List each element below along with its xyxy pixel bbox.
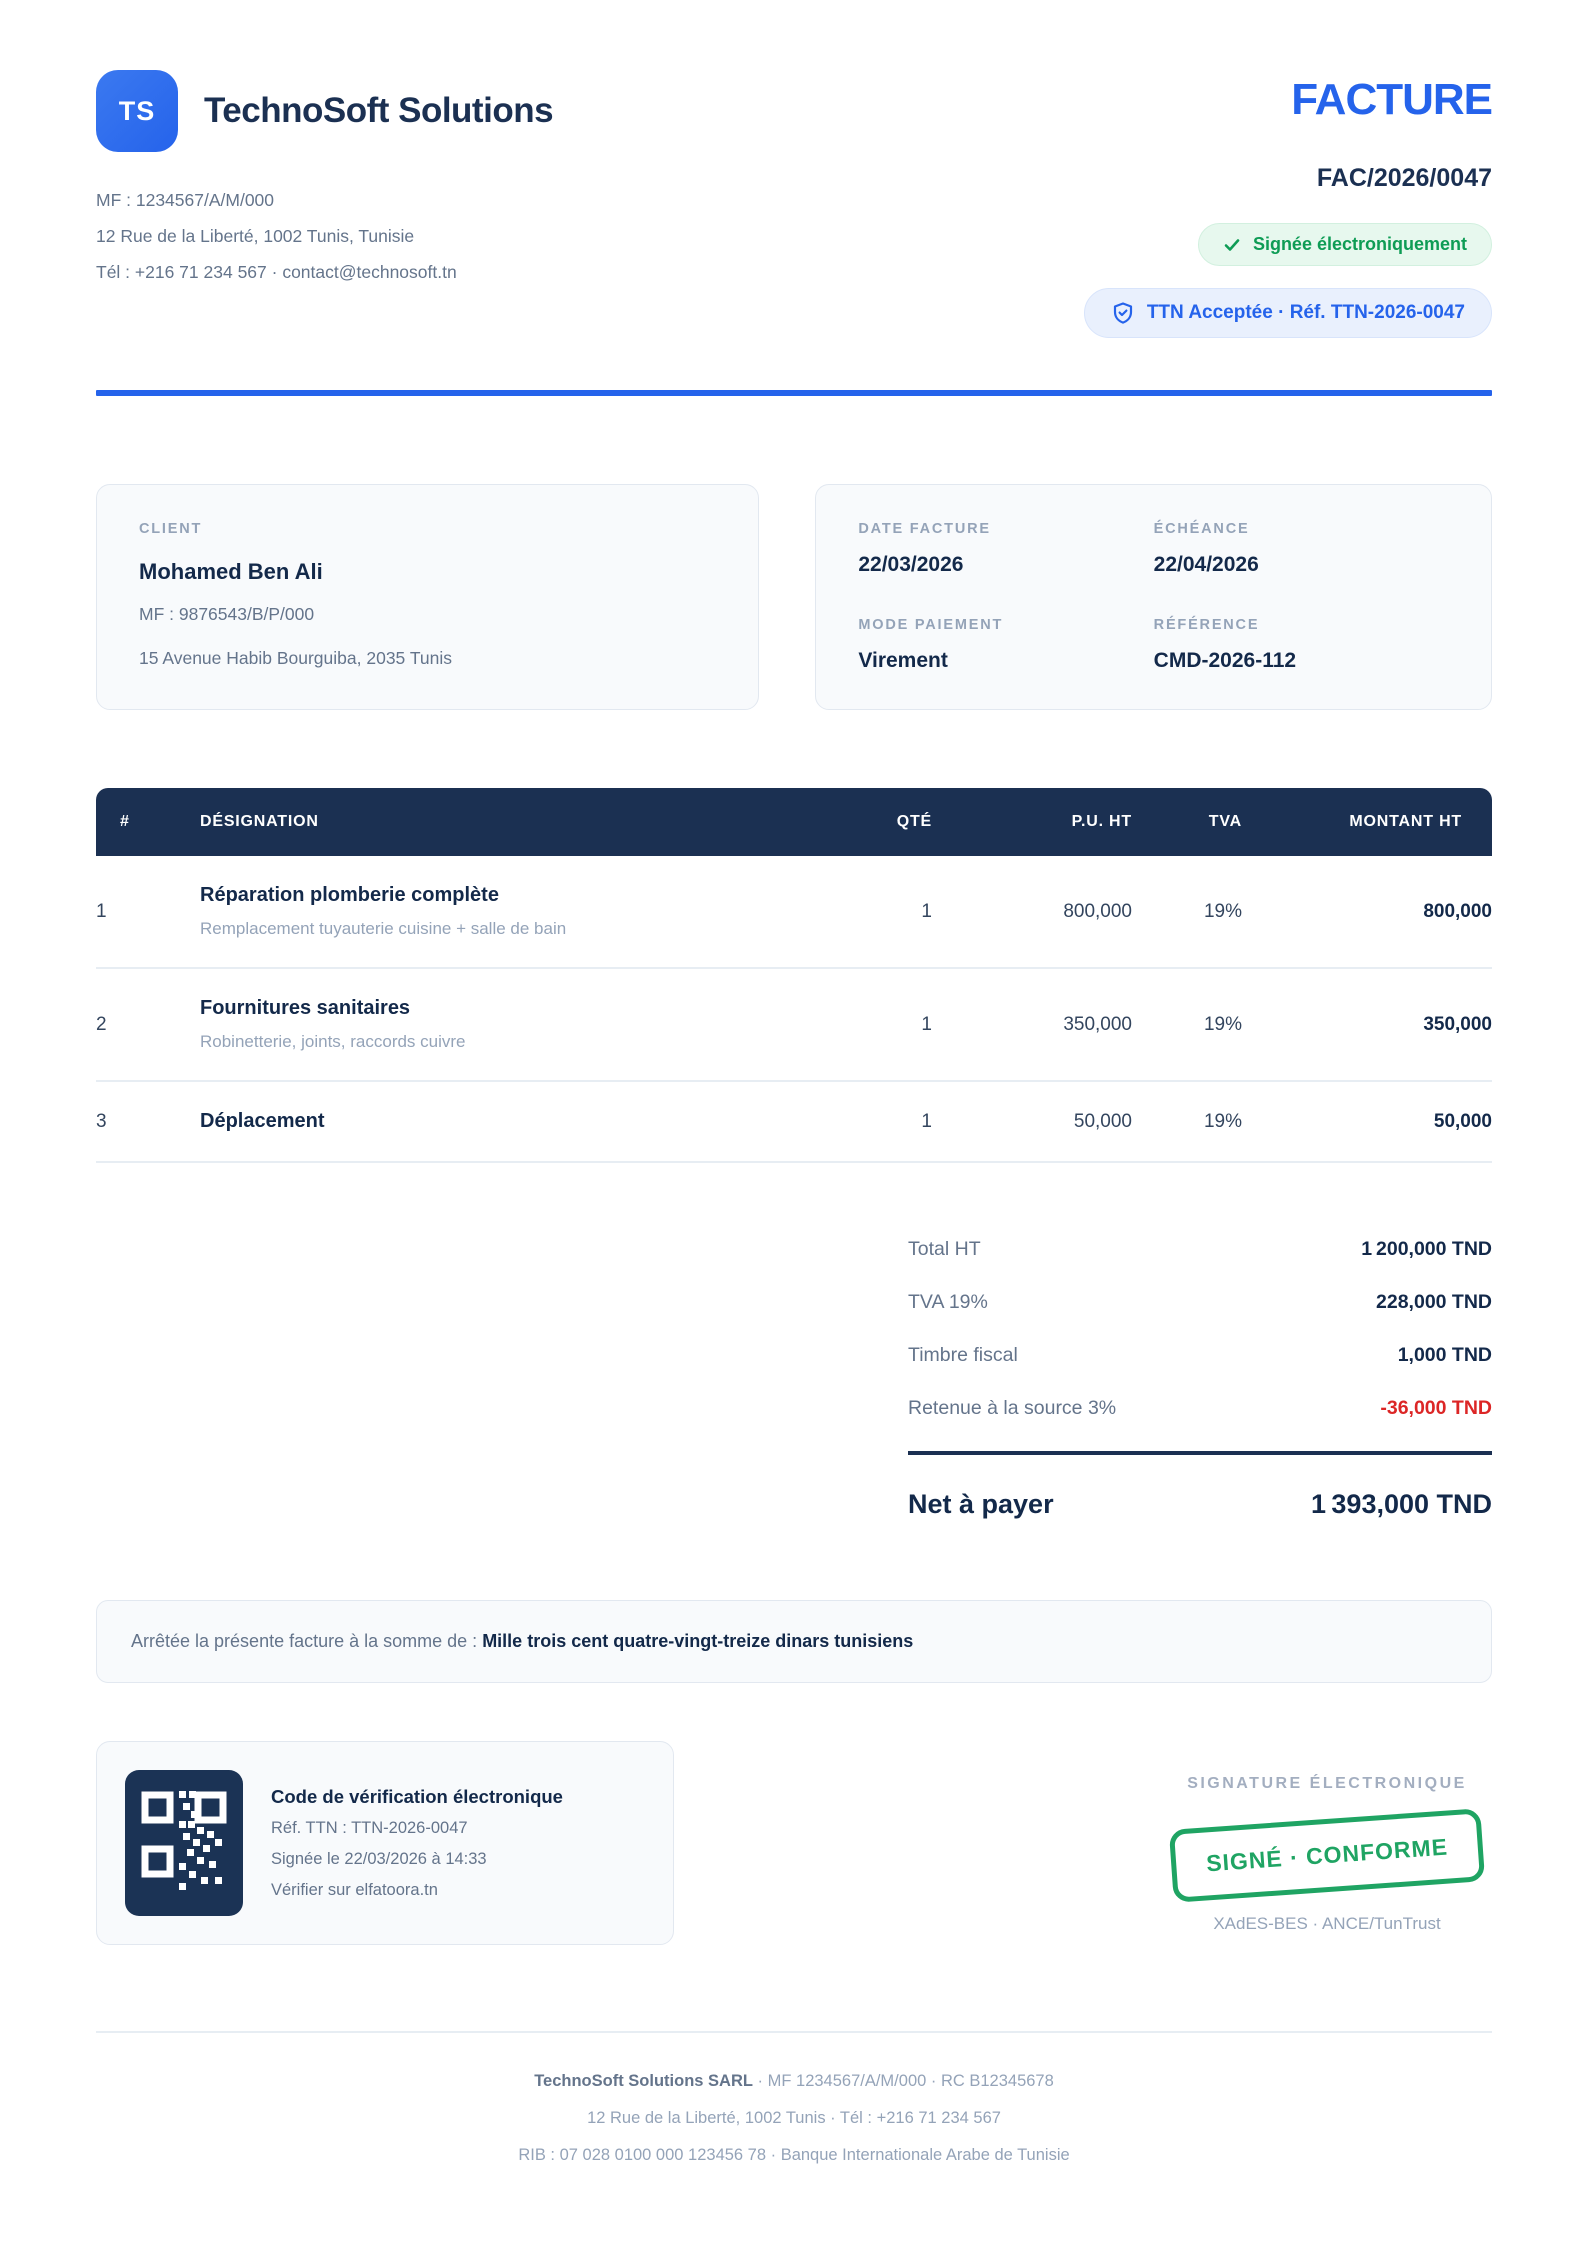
header-amount: MONTANT HT xyxy=(1242,788,1492,856)
row-pu: 50,000 xyxy=(932,1081,1132,1162)
row-num: 3 xyxy=(96,1081,200,1162)
signed-badge xyxy=(1198,223,1492,266)
invoice-title-block xyxy=(1084,70,1492,338)
net-row xyxy=(908,1455,1492,1520)
header-tva: TVA xyxy=(1132,788,1242,856)
footer-line-2: 12 Rue de la Liberté, 1002 Tunis · Tél : +216 71 234 567 xyxy=(587,2109,1001,2127)
company-mf: MF : 1234567/A/M/000 xyxy=(96,190,275,210)
row-designation xyxy=(200,968,842,1081)
meta-reference xyxy=(1154,617,1449,673)
company-contact: Tél : +216 71 234 567 · contact@technosoft.tn xyxy=(96,262,457,282)
meta-card xyxy=(815,484,1492,710)
company-name: TechnoSoft Solutions xyxy=(204,91,554,130)
item-title: Réparation plomberie complète xyxy=(200,884,499,906)
verification-text xyxy=(271,1786,563,1901)
totals-block xyxy=(908,1223,1492,1520)
meta-due-value: 22/04/2026 xyxy=(1153,553,1259,576)
totals-value: 1 200,000 TND xyxy=(1361,1238,1492,1260)
client-name: Mohamed Ben Ali xyxy=(139,559,323,584)
item-desc: Remplacement tuyauterie cuisine + salle de bain xyxy=(200,919,567,938)
row-tva: 19% xyxy=(1132,1081,1242,1162)
row-pu: 350,000 xyxy=(932,968,1132,1081)
items-table xyxy=(96,788,1492,1163)
net-value: 1 393,000 TND xyxy=(1310,1489,1492,1519)
row-num: 1 xyxy=(96,856,200,968)
totals-label: Retenue à la source 3% xyxy=(908,1397,1117,1419)
table-row xyxy=(96,1081,1492,1162)
company-details xyxy=(96,182,553,290)
verification-ref: Réf. TTN : TTN-2026-0047 xyxy=(271,1818,468,1837)
footer-line-1 xyxy=(96,2063,1492,2100)
brand-row xyxy=(96,70,553,152)
company-block xyxy=(96,70,553,290)
verification-card xyxy=(96,1741,674,1945)
header-num: # xyxy=(96,788,200,856)
verification-verify-url: Vérifier sur elfatoora.tn xyxy=(271,1880,438,1899)
item-title: Fournitures sanitaires xyxy=(200,997,411,1019)
company-initials: TS xyxy=(118,95,156,126)
signature-label: SIGNATURE ÉLECTRONIQUE xyxy=(1187,1775,1467,1792)
header-pu: P.U. HT xyxy=(932,788,1132,856)
amount-in-words xyxy=(96,1600,1492,1683)
signature-block xyxy=(1162,1741,1492,1934)
verification-signed-date: Signée le 22/03/2026 à 14:33 xyxy=(271,1849,487,1868)
verification-row xyxy=(96,1741,1492,1945)
invoice-header xyxy=(96,70,1492,338)
doc-type-title: FACTURE xyxy=(1291,75,1492,124)
info-grid xyxy=(96,484,1492,710)
check-icon xyxy=(1223,236,1241,254)
row-qty: 1 xyxy=(842,856,932,968)
row-qty: 1 xyxy=(842,968,932,1081)
totals-label: TVA 19% xyxy=(908,1291,988,1313)
totals-row xyxy=(908,1329,1492,1382)
verification-title: Code de vérification électronique xyxy=(271,1785,563,1807)
amount-words-prefix: Arrêtée la présente facture à la somme de : xyxy=(131,1631,483,1651)
qr-code-pattern xyxy=(139,1785,229,1901)
footer-company-name: TechnoSoft Solutions SARL xyxy=(534,2072,753,2090)
qr-code xyxy=(125,1770,243,1916)
conformity-stamp: SIGNÉ · CONFORME xyxy=(1169,1808,1486,1903)
header-designation: DÉSIGNATION xyxy=(200,788,842,856)
company-address: 12 Rue de la Liberté, 1002 Tunis, Tunisie xyxy=(96,226,415,246)
header-divider xyxy=(96,390,1492,396)
footer-line-3: RIB : 07 028 0100 000 123456 78 · Banque Internationale Arabe de Tunisie xyxy=(518,2146,1070,2164)
meta-date-label: DATE FACTURE xyxy=(858,521,991,537)
net-label: Net à payer xyxy=(908,1489,1054,1519)
header-qty: QTÉ xyxy=(842,788,932,856)
meta-payment xyxy=(858,617,1153,673)
totals-row xyxy=(908,1276,1492,1329)
items-table-header xyxy=(96,788,1492,856)
totals-row-withholding xyxy=(908,1382,1492,1435)
row-tva: 19% xyxy=(1132,856,1242,968)
company-logo xyxy=(96,70,178,152)
totals-value-negative: -36,000 TND xyxy=(1380,1397,1492,1419)
row-amount: 800,000 xyxy=(1242,856,1492,968)
meta-reference-value: CMD-2026-112 xyxy=(1153,649,1297,672)
row-pu: 800,000 xyxy=(932,856,1132,968)
table-row xyxy=(96,856,1492,968)
meta-payment-value: Virement xyxy=(858,649,948,672)
shield-check-icon xyxy=(1111,301,1135,325)
totals-label: Total HT xyxy=(908,1238,981,1260)
meta-payment-label: MODE PAIEMENT xyxy=(858,617,1004,633)
meta-due xyxy=(1154,521,1449,577)
meta-date xyxy=(858,521,1153,577)
meta-date-value: 22/03/2026 xyxy=(858,553,964,576)
row-tva: 19% xyxy=(1132,968,1242,1081)
totals-value: 1,000 TND xyxy=(1397,1344,1492,1366)
row-qty: 1 xyxy=(842,1081,932,1162)
table-row xyxy=(96,968,1492,1081)
row-designation xyxy=(200,1081,842,1162)
row-designation xyxy=(200,856,842,968)
item-desc: Robinetterie, joints, raccords cuivre xyxy=(200,1032,466,1051)
signature-standards: XAdES-BES · ANCE/TunTrust xyxy=(1213,1914,1441,1933)
client-card xyxy=(96,484,759,710)
client-address: 15 Avenue Habib Bourguiba, 2035 Tunis xyxy=(139,648,452,668)
meta-reference-label: RÉFÉRENCE xyxy=(1153,617,1260,633)
page-footer xyxy=(96,2031,1492,2174)
client-label: CLIENT xyxy=(139,521,203,537)
amount-words-text: Mille trois cent quatre-vingt-treize dinars tunisiens xyxy=(482,1631,914,1651)
item-title: Déplacement xyxy=(200,1110,325,1132)
totals-value: 228,000 TND xyxy=(1376,1291,1492,1313)
row-amount: 50,000 xyxy=(1242,1081,1492,1162)
ttn-badge-label: TTN Acceptée · Réf. TTN-2026-0047 xyxy=(1146,302,1465,323)
ttn-badge xyxy=(1084,288,1492,338)
totals-label: Timbre fiscal xyxy=(908,1344,1018,1366)
invoice-number: FAC/2026/0047 xyxy=(1316,164,1492,192)
row-amount: 350,000 xyxy=(1242,968,1492,1081)
footer-line-1-rest: · MF 1234567/A/M/000 · RC B12345678 xyxy=(752,2072,1054,2090)
totals-row xyxy=(908,1223,1492,1276)
signed-badge-label: Signée électroniquement xyxy=(1252,234,1467,254)
client-mf: MF : 9876543/B/P/000 xyxy=(139,604,315,624)
row-num: 2 xyxy=(96,968,200,1081)
meta-due-label: ÉCHÉANCE xyxy=(1153,521,1250,537)
